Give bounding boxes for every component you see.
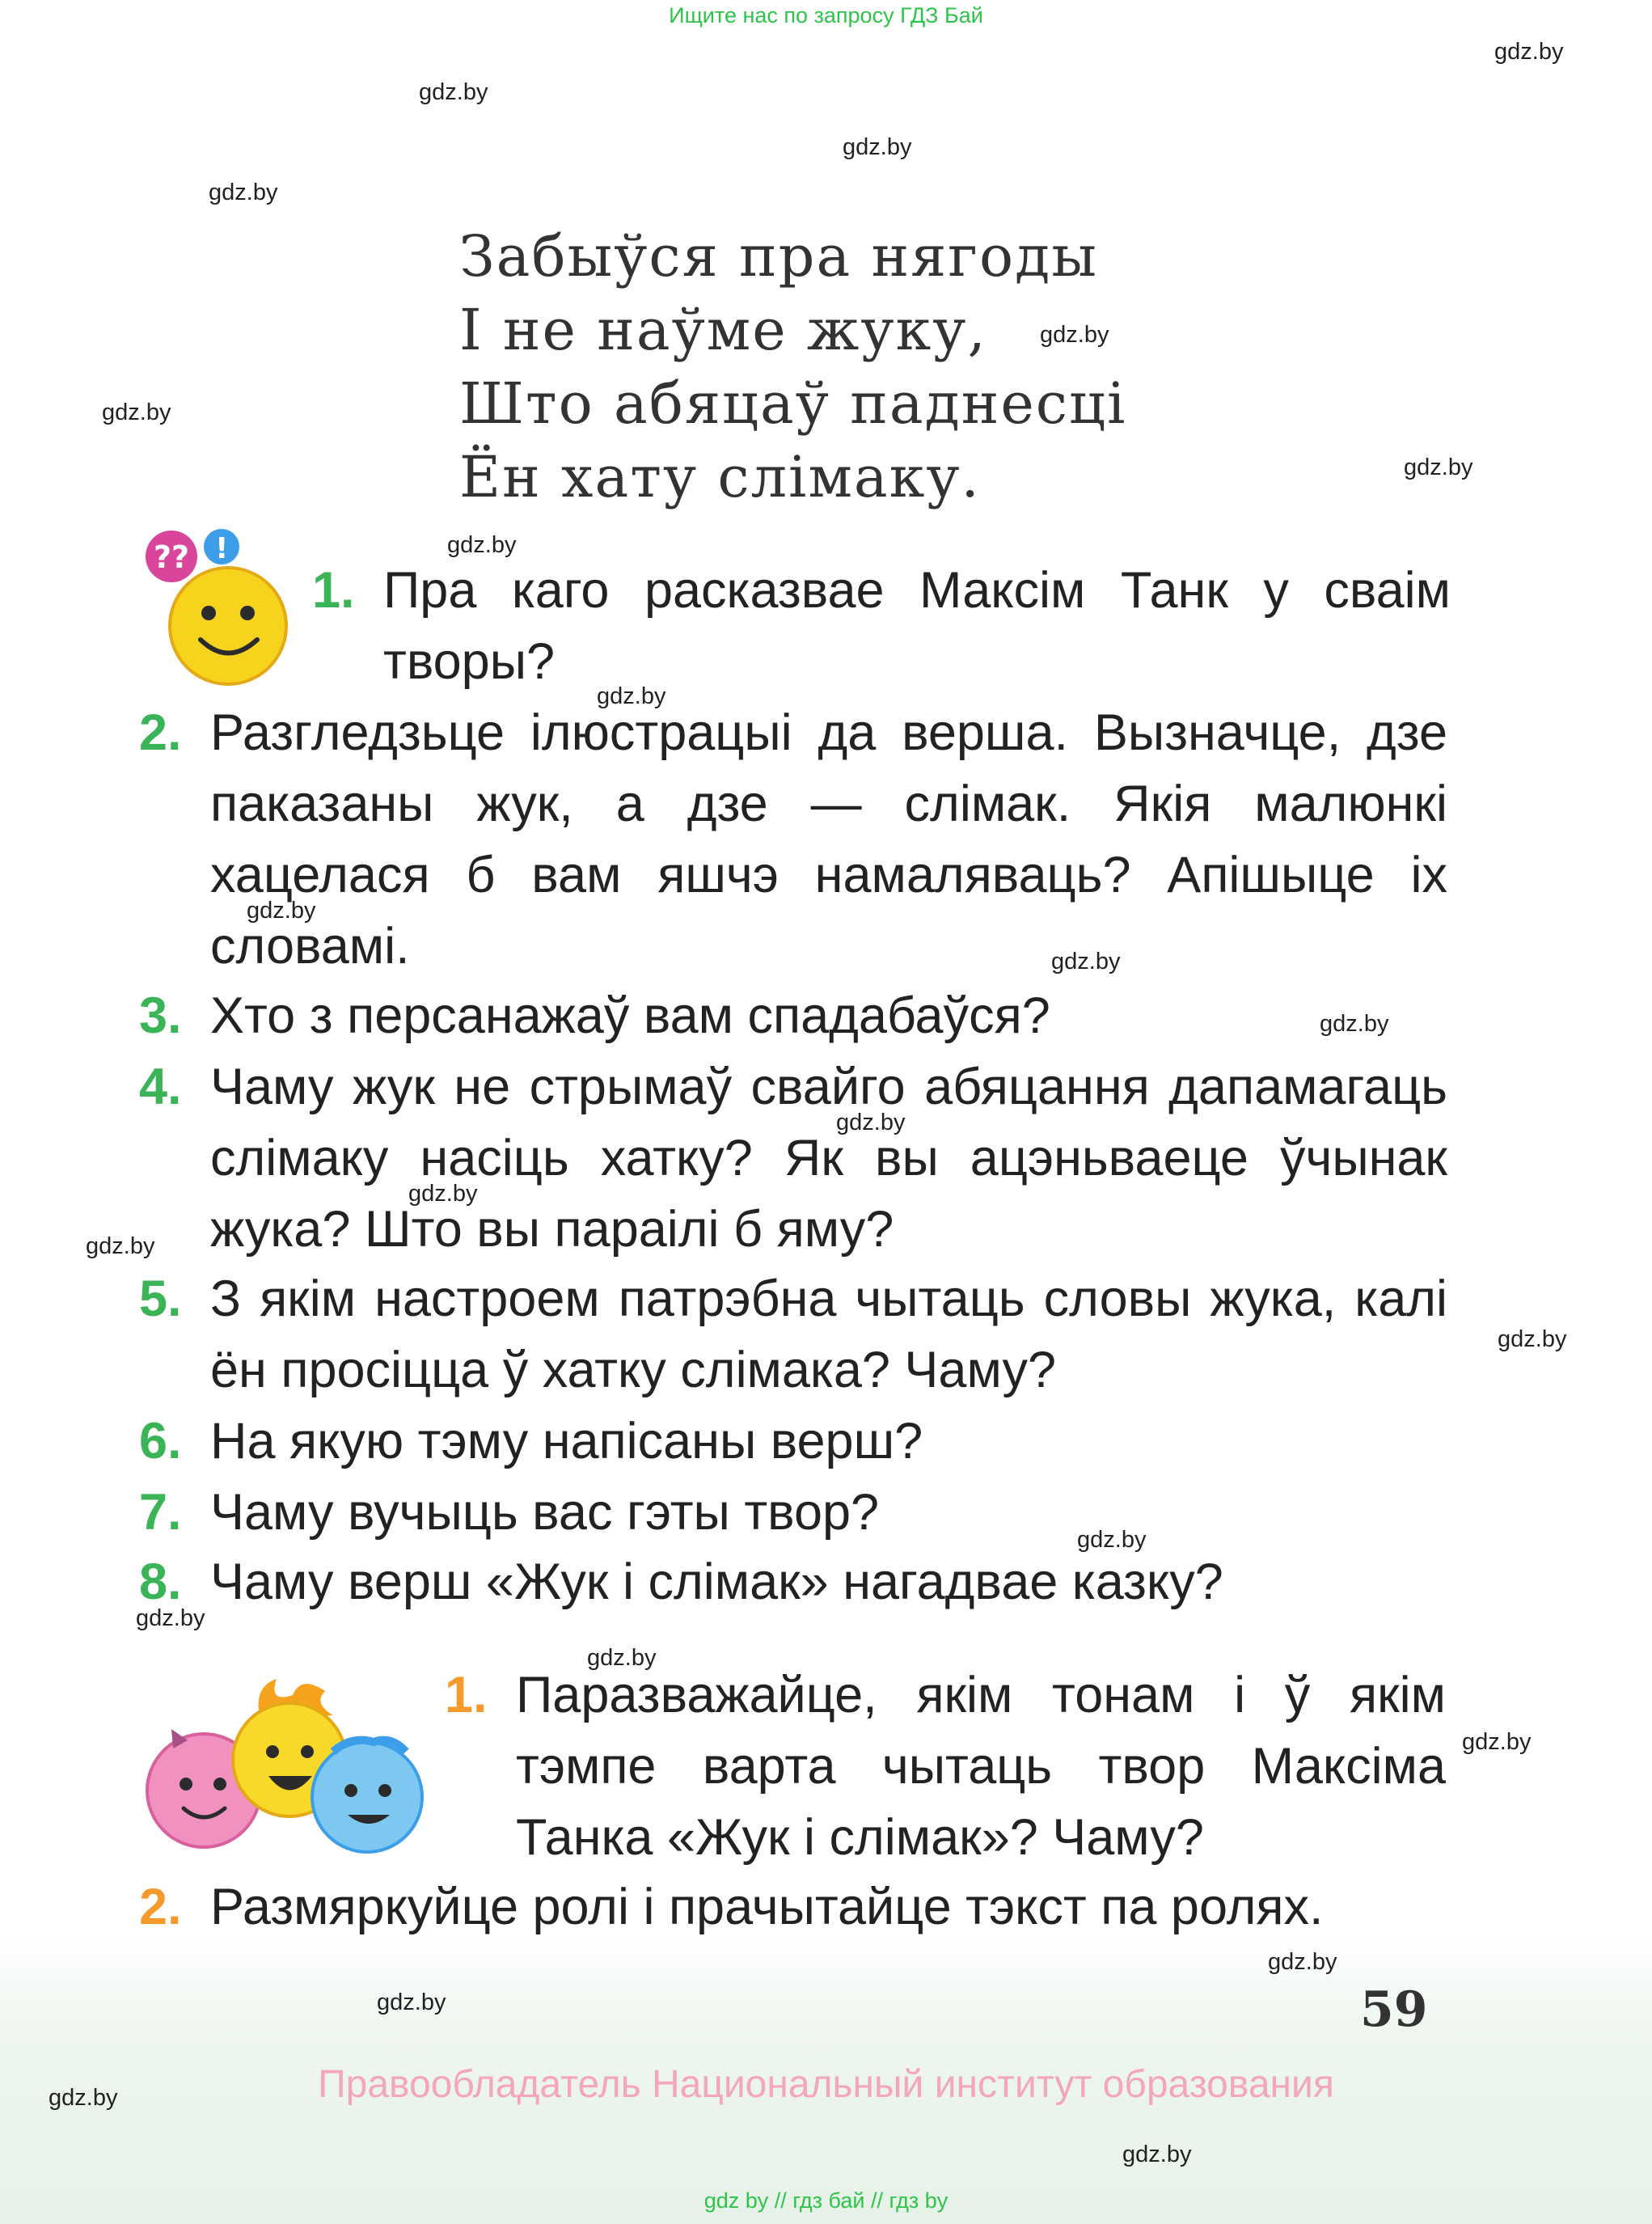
svg-text:??: ?? — [154, 539, 190, 575]
question-text: З якім настроем патрэбна чытаць словы жука, калі ён просіцца ў хатку слімака? Чаму? — [210, 1271, 1447, 1398]
watermark: gdz.by — [836, 1110, 906, 1135]
activity-number: 2. — [139, 1879, 182, 1935]
watermark: gdz.by — [377, 1989, 446, 2015]
question-item — [139, 1406, 1449, 1477]
question-number: 7. — [139, 1484, 182, 1541]
question-number: 2. — [139, 704, 182, 761]
activity-item — [139, 1871, 1449, 1943]
activity-item — [445, 1660, 1452, 1873]
watermark: gdz.by — [49, 2085, 118, 2111]
question-text: Чаму верш «Жук і слімак» нагадвае казку? — [210, 1554, 1223, 1610]
question-number: 3. — [139, 987, 182, 1044]
page-number: 59 — [1360, 1981, 1428, 2038]
watermark: gdz.by — [1122, 2142, 1192, 2167]
poem-line: Забыўся пра нягоды — [459, 223, 1098, 290]
question-item — [139, 980, 1449, 1051]
watermark: gdz.by — [1404, 455, 1473, 480]
watermark: gdz.by — [447, 532, 517, 558]
svg-text:!: ! — [215, 532, 229, 565]
watermark: gdz.by — [1462, 1729, 1532, 1755]
watermark: gdz.by — [1051, 949, 1121, 975]
question-item — [139, 1263, 1449, 1406]
bottom-links[interactable]: gdz by // гдз бай // гдз by — [703, 2188, 949, 2213]
top-banner[interactable]: Ищите нас по запросу ГДЗ Бай — [669, 3, 983, 27]
question-item — [312, 555, 1452, 697]
watermark: gdz.by — [102, 400, 171, 425]
question-text: Чаму вучыць вас гэты твор? — [210, 1484, 880, 1541]
watermark: gdz.by — [597, 683, 666, 709]
watermark: gdz.by — [843, 134, 912, 160]
question-number: 5. — [139, 1271, 182, 1327]
question-item — [139, 697, 1449, 982]
question-text: Чаму жук не стрымаў свайго абяцання дапамагаць слімаку насіць хатку? Як вы ацэньваеце ўчынак жука? Што вы параілі б яму? — [210, 1059, 1447, 1258]
poem-line: І не наўме жуку, — [459, 297, 987, 363]
poem-line: Што абяцаў паднесці — [459, 370, 1127, 437]
watermark: gdz.by — [1498, 1326, 1567, 1352]
poem-stanza — [459, 220, 1126, 514]
question-number: 4. — [139, 1059, 182, 1115]
watermark: gdz.by — [136, 1605, 205, 1631]
thinking-smiley-icon — [137, 522, 299, 692]
activity-number: 1. — [445, 1667, 488, 1723]
question-number: 1. — [312, 562, 355, 619]
watermark: gdz.by — [247, 898, 316, 924]
watermark: gdz.by — [1268, 1949, 1337, 1975]
watermark: gdz.by — [587, 1645, 657, 1671]
question-number: 6. — [139, 1413, 182, 1469]
watermark: gdz.by — [1077, 1527, 1147, 1553]
watermark: gdz.by — [1320, 1011, 1389, 1037]
question-number: 8. — [139, 1554, 182, 1610]
watermark: gdz.by — [1040, 322, 1109, 348]
watermark: gdz.by — [209, 180, 278, 205]
watermark: gdz.by — [86, 1233, 155, 1259]
question-text: Хто з персанажаў вам спадабаўся? — [210, 987, 1050, 1044]
copyright-notice: Правообладатель Национальный институт образования — [318, 2063, 1334, 2106]
watermark: gdz.by — [408, 1181, 478, 1207]
activity-text: Размяркуйце ролі і прачытайце тэкст па ролях. — [210, 1879, 1324, 1935]
question-text: Разгледзьце ілюстрацыі да верша. Вызначце, дзе паказаны жук, а дзе — слімак. Якія малюнкі хацелася б вам яшчэ намаляваць? Апішыце іх словамі. — [210, 704, 1447, 975]
watermark: gdz.by — [1494, 39, 1564, 65]
question-item — [139, 1546, 1449, 1617]
activity-text: Паразважайце, якім тонам і ў якім тэмпе варта чытаць твор Максіма Танка «Жук і слімак»? Чаму? — [516, 1667, 1446, 1866]
watermark: gdz.by — [419, 79, 488, 105]
question-text: На якую тэму напісаны верш? — [210, 1413, 923, 1469]
question-item — [139, 1477, 1449, 1548]
three-smileys-icon — [139, 1671, 430, 1865]
poem-line: Ён хату слімаку. — [459, 444, 981, 510]
question-text: Пра каго расказвае Максім Танк у сваім творы? — [383, 562, 1451, 690]
question-item — [139, 1051, 1449, 1265]
